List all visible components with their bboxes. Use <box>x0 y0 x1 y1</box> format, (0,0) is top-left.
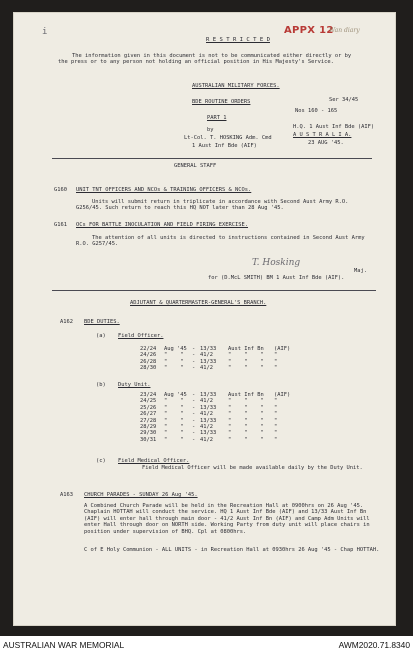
header-country: A U S T R A L I A. <box>293 132 352 138</box>
item-title-g160: UNIT TNT OFFICERS AND NCOs & TRAINING OFFICERS & NCOs. <box>76 187 252 193</box>
roster-cell: - <box>192 358 196 365</box>
roster-cell: 27/28 <box>140 417 157 424</box>
roster-cell: 30/31 <box>140 436 157 443</box>
roster-cell: " <box>274 417 278 424</box>
roster-cell: " " <box>164 417 184 424</box>
header-commander: Lt-Col. T. HOSKING Adm. Cmd <box>184 135 272 141</box>
header-serial: Ser 34/45 <box>329 97 359 103</box>
restricted-heading: R E S T R I C T E D <box>206 37 270 43</box>
roster-cell: 25/26 <box>140 404 157 411</box>
header-org: AUSTRALIAN MILITARY FORCES. <box>192 83 280 89</box>
roster-cell: 28/29 <box>140 423 157 430</box>
roster-cell: 41/2 <box>200 365 213 372</box>
roster-cell: - <box>192 352 196 359</box>
handwritten-signature: T. Hosking <box>252 258 301 268</box>
roster-cell: (AIF) <box>274 346 291 352</box>
roster-cell: 41/2 <box>200 411 213 418</box>
roster-cell: - <box>192 436 196 443</box>
roster-cell: " <box>274 411 278 418</box>
item-body-g160: Units will submit return in triplicate in accordance with Second Aust Army R.O. G256/45. Such return to reach this HQ NOT later than 28 Aug '45. <box>76 199 349 212</box>
general-staff-title: GENERAL STAFF <box>174 163 217 169</box>
sub-b-label: (b) <box>96 382 106 388</box>
divider-middle <box>52 290 376 291</box>
roster-cell: 23/24 <box>140 392 157 398</box>
roster-cell: 26/28 <box>140 358 157 365</box>
roster-cell: " <box>274 430 278 437</box>
roster-cell: " " <box>164 423 184 430</box>
roster-cell: " " " <box>228 398 264 405</box>
roster-cell: 13/33 <box>200 392 217 398</box>
sub-c-label: (c) <box>96 458 106 464</box>
roster-cell: " " " <box>228 365 264 372</box>
item-number-a163: A163 <box>60 492 73 498</box>
header-orders-title: BDE ROUTINE ORDERS <box>192 99 251 105</box>
roster-cell: - <box>192 430 196 437</box>
roster-cell: " " <box>164 398 184 405</box>
roster-cell: Aug '45 <box>164 392 187 398</box>
header-by: by <box>207 127 214 133</box>
roster-cell: 41/2 <box>200 423 213 430</box>
pencil-note: Wan diary <box>329 27 360 34</box>
roster-cell: Aug '45 <box>164 346 187 352</box>
intro-paragraph: The information given in this document is not to be communicated either directly or by the press or to any person not holding an official position in His Majesty's Service. <box>58 53 352 66</box>
roster-cell: - <box>192 423 196 430</box>
roster-cell: 22/24 <box>140 346 157 352</box>
roster-cell: " " <box>164 365 184 372</box>
header-hq: H.Q. 1 Aust Inf Bde (AIF) <box>293 124 375 130</box>
roster-cell: (AIF) <box>274 392 291 398</box>
hole-mark: i <box>42 27 48 37</box>
roster-cell: " " <box>164 411 184 418</box>
roster-cell: 13/33 <box>200 346 217 352</box>
roster-cell: - <box>192 411 196 418</box>
ag-branch-title: ADJUTANT & QUARTERMASTER-GENERAL'S BRANCH. <box>130 300 267 306</box>
roster-cell: 13/33 <box>200 417 217 424</box>
sub-a-title: Field Officer. <box>118 333 164 339</box>
signature-rank: Maj. <box>354 268 367 274</box>
roster-cell: 13/33 <box>200 358 217 365</box>
roster-cell: " " " <box>228 404 264 411</box>
roster-cell: 29/30 <box>140 430 157 437</box>
roster-cell: - <box>192 392 196 398</box>
roster-cell: " " " <box>228 417 264 424</box>
roster-cell: 41/2 <box>200 352 213 359</box>
footer-catalog-number: AWM2020.71.8340 <box>338 640 410 650</box>
roster-cell: " <box>274 436 278 443</box>
item-title-a163: CHURCH PARADES - SUNDAY 26 Aug '45. <box>84 492 198 498</box>
roster-cell: - <box>192 417 196 424</box>
roster-cell: " <box>274 365 278 372</box>
signature-line: for (D.McL SMITH) BM 1 Aust Inf Bde (AIF). <box>208 275 345 281</box>
sub-b-title: Duty Unit. <box>118 382 151 388</box>
roster-cell: " " " <box>228 423 264 430</box>
roster-cell: 26/27 <box>140 411 157 418</box>
item-title-g161: OCs FOR BATTLE INOCULATION AND FIELD FIRING EXERCISE. <box>76 222 249 228</box>
sub-c-body: Field Medical Officer will be made available daily by the Duty Unit. <box>142 465 363 471</box>
roster-cell: " <box>274 352 278 359</box>
roster-cell: - <box>192 398 196 405</box>
roster-cell: " " <box>164 358 184 365</box>
roster-cell: 24/25 <box>140 398 157 405</box>
item-title-a162: BDE DUTIES. <box>84 319 120 325</box>
roster-cell: 28/30 <box>140 365 157 372</box>
roster-cell: - <box>192 404 196 411</box>
roster-cell: 41/2 <box>200 436 213 443</box>
roster-cell: " " " <box>228 430 264 437</box>
item-body-a163: A Combined Church Parade will be held in the Recreation Hall at 0900hrs on 26 Aug '45. Chaplain HOTTAH will conduct the service. HQ 1 Aust Inf Bde (AIF) and 13/33 Aust Inf Bn (AIF) will enter hall through main door - 41/2 Aust Inf Bn (AIF) and Camp Adm Units will enter Hall through door on NORTH side. Working Party from duty unit will place chairs in position under supervision of BHQ. Cpl at 0800hrs. <box>84 503 370 535</box>
header-numbers: Nos 160 - 165 <box>295 108 338 114</box>
roster-cell: 24/26 <box>140 352 157 359</box>
roster-cell: " " " <box>228 436 264 443</box>
roster-cell: Aust Inf Bn <box>228 392 264 398</box>
document-page <box>14 13 395 625</box>
appendix-stamp: APPX 12 <box>284 25 334 36</box>
roster-cell: " <box>274 423 278 430</box>
roster-cell: - <box>192 365 196 372</box>
roster-cell: " <box>274 398 278 405</box>
item-number-a162: A162 <box>60 319 73 325</box>
roster-cell: 13/33 <box>200 404 217 411</box>
item-body2-a163: C of E Holy Communion - ALL UNITS - in Recreation Hall at 0930hrs 26 Aug '45 - Chap HOTTAH. <box>84 547 380 553</box>
sub-a-label: (a) <box>96 333 106 339</box>
roster-cell: 41/2 <box>200 398 213 405</box>
roster-cell: " <box>274 404 278 411</box>
item-number-g160: G160 <box>54 187 67 193</box>
roster-cell: " " <box>164 436 184 443</box>
roster-cell: " " " <box>228 352 264 359</box>
roster-cell: " " <box>164 430 184 437</box>
roster-cell: 13/33 <box>200 430 217 437</box>
item-body-g161: The attention of all units is directed to instructions contained in Second Aust Army R.O. G257/45. <box>76 235 365 248</box>
header-unit: 1 Aust Inf Bde (AIF) <box>192 143 257 149</box>
roster-cell: Aust Inf Bn <box>228 346 264 352</box>
roster-cell: " " " <box>228 358 264 365</box>
sub-c-title: Field Medical Officer. <box>118 458 190 464</box>
roster-cell: - <box>192 346 196 352</box>
header-part: PART 1 <box>207 115 227 121</box>
roster-cell: " " " <box>228 411 264 418</box>
item-number-g161: G161 <box>54 222 67 228</box>
roster-cell: " " <box>164 352 184 359</box>
roster-cell: " " <box>164 404 184 411</box>
footer-institution: AUSTRALIAN WAR MEMORIAL <box>3 640 125 650</box>
roster-cell: " <box>274 358 278 365</box>
header-date: 23 AUG '45. <box>308 140 344 146</box>
divider-top <box>52 158 372 159</box>
